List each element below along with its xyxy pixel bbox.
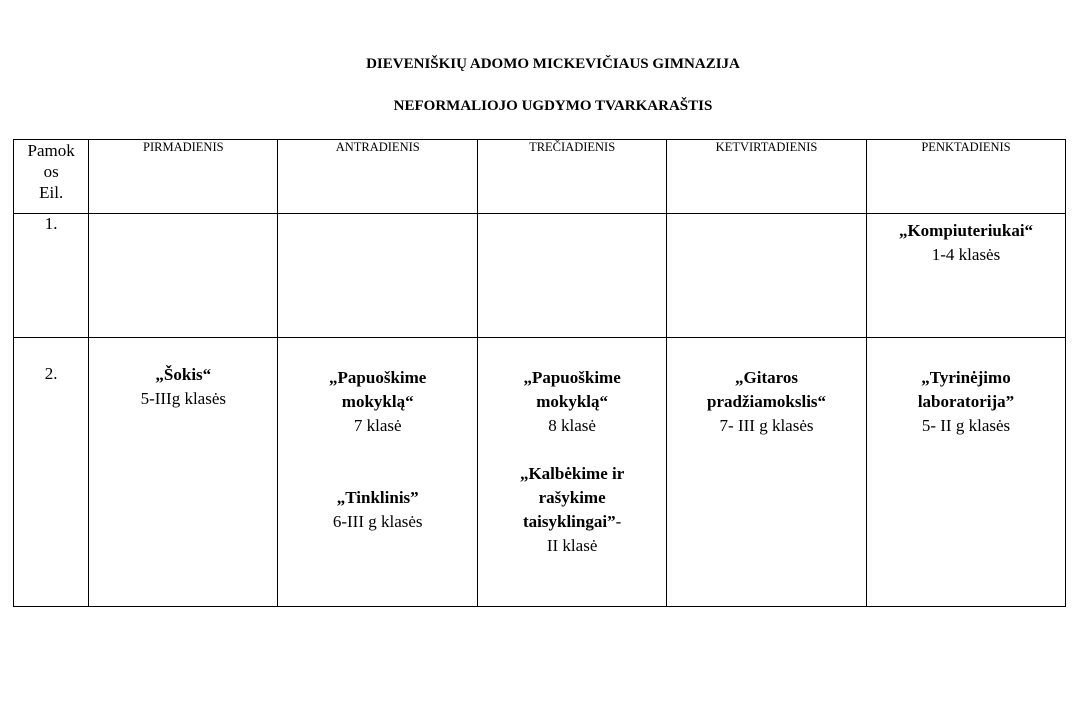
cell-thursday	[667, 214, 867, 338]
day-header-monday: PIRMADIENIS	[89, 140, 278, 214]
day-header-thursday: KETVIRTADIENIS	[667, 140, 867, 214]
activity-grade: 7- III g klasės	[719, 416, 814, 435]
activity	[93, 363, 273, 411]
activity-suffix: -	[615, 512, 622, 531]
activity-name: „Kompiuteriukai“	[898, 221, 1034, 240]
activity-name-line: „Papuoškime	[329, 368, 427, 387]
activity	[871, 366, 1061, 438]
lesson-number-header: Pamok os Eil.	[14, 140, 89, 214]
activity-name-line: taisyklingai”	[522, 512, 616, 531]
activity-grade: II klasė	[546, 536, 598, 555]
activity-grade: 1-4 klasės	[931, 245, 1001, 264]
cell-monday	[89, 214, 278, 338]
day-header-tuesday: ANTRADIENIS	[278, 140, 478, 214]
schedule-title: NEFORMALIOJO UGDYMO TVARKARAŠTIS	[393, 98, 713, 114]
cell-tuesday	[278, 214, 478, 338]
header-row	[14, 140, 1066, 214]
activity-grade: 5-IIIg klasės	[140, 389, 227, 408]
activity	[671, 366, 862, 438]
cell-monday	[89, 338, 278, 607]
activity-grade: 6-III g klasės	[332, 512, 423, 531]
activity	[282, 366, 473, 438]
lesson-number: 2.	[14, 338, 89, 607]
day-header-friday: PENKTADIENIS	[867, 140, 1066, 214]
activity-name: „Tinklinis”	[336, 488, 419, 507]
cell-friday	[867, 214, 1066, 338]
schedule-table	[13, 139, 1066, 607]
day-header-wednesday: TREČIADIENIS	[478, 140, 667, 214]
lesson-number: 1.	[14, 214, 89, 338]
activity	[871, 219, 1061, 267]
activity-name-line: „Kalbėkime ir	[519, 464, 625, 483]
activity-grade: 7 klasė	[353, 416, 402, 435]
activity-name-line: mokyklą“	[536, 392, 609, 411]
activity-name-line: laboratorija”	[917, 392, 1015, 411]
cell-wednesday	[478, 214, 667, 338]
cell-thursday	[667, 338, 867, 607]
cell-tuesday	[278, 338, 478, 607]
activity-name-line: mokyklą“	[341, 392, 414, 411]
activity-name-line: pradžiamokslis“	[707, 392, 827, 411]
school-name: DIEVENIŠKIŲ ADOMO MICKEVIČIAUS GIMNAZIJA	[366, 56, 740, 72]
activity-grade: 5- II g klasės	[921, 416, 1011, 435]
activity-name-line: „Gitaros	[735, 368, 799, 387]
activity-grade: 8 klasė	[548, 416, 596, 435]
activity-name-line: „Papuoškime	[523, 368, 621, 387]
activity	[282, 486, 473, 534]
table-row	[14, 214, 1066, 338]
activity-name-line: „Tyrinėjimo	[921, 368, 1011, 387]
table-row	[14, 338, 1066, 607]
activity-name: „Šokis“	[155, 365, 212, 384]
activity-name-line: rašykime	[538, 488, 606, 507]
cell-friday	[867, 338, 1066, 607]
activity	[482, 366, 662, 438]
cell-wednesday	[478, 338, 667, 607]
activity	[482, 462, 662, 558]
